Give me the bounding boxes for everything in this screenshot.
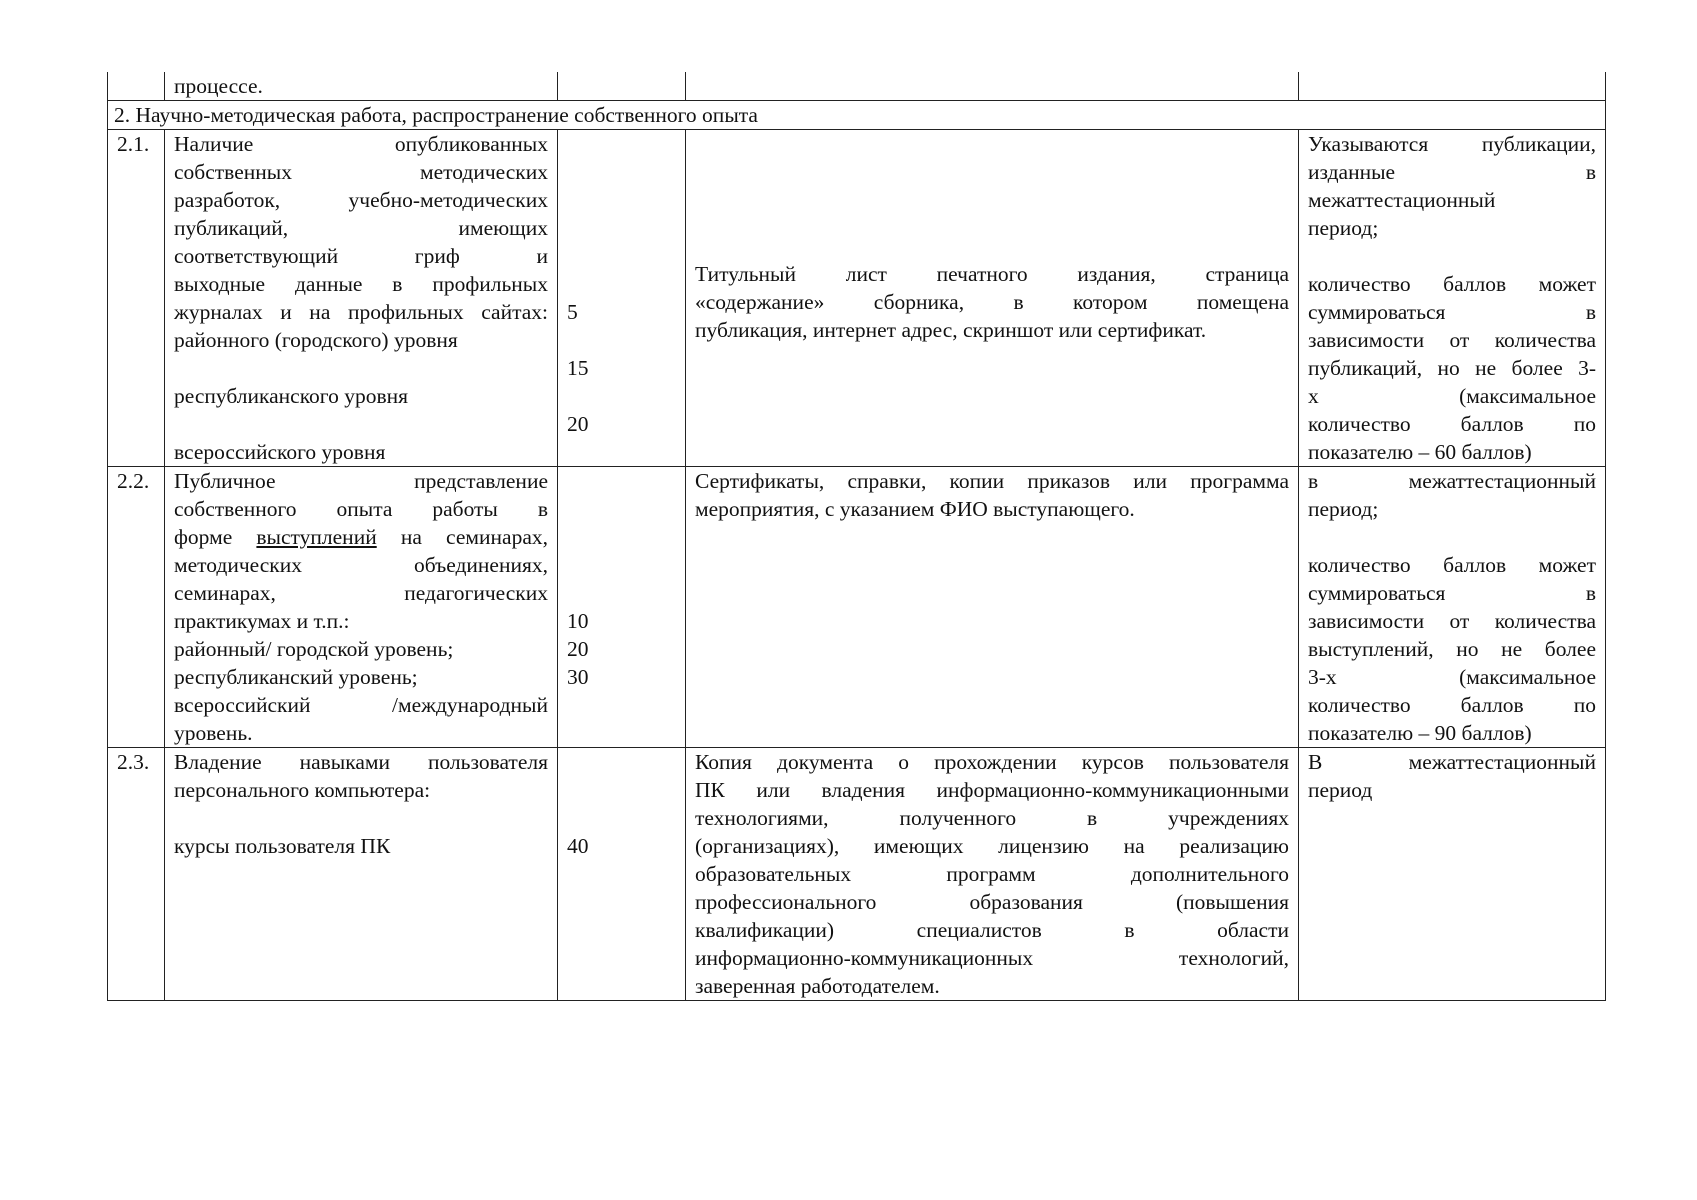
criterion-line: персонального компьютера: [174, 778, 431, 802]
criterion-line: журналах и на профильных сайтах: [174, 300, 548, 324]
evidence-line: мероприятия, с указанием ФИО выступающего. [695, 497, 1135, 521]
points-value: 20 [567, 412, 589, 436]
note-line: показателю – 90 баллов) [1308, 721, 1532, 745]
note-cell [1299, 748, 1606, 1001]
criterion-line: соответствующий гриф и [174, 244, 548, 268]
points-value: 20 [567, 637, 589, 661]
table-row-continuation [108, 72, 1606, 101]
spacer [174, 804, 548, 832]
spacer [1308, 523, 1596, 551]
spacer [1308, 242, 1596, 270]
criterion-level: районный/ городской уровень; [174, 637, 454, 661]
spacer [567, 130, 676, 298]
note-line: публикаций, но не более 3- [1308, 356, 1596, 380]
criterion-level: районного (городского) уровня [174, 328, 458, 352]
row-number: 2.1. [108, 130, 165, 467]
evidence-line: образовательных программ дополнительного [695, 862, 1289, 886]
points-cell [558, 467, 686, 748]
criterion-line: семинарах, педагогических [174, 581, 548, 605]
evidence-line: информационно-коммуникационных технологий, [695, 946, 1289, 970]
criterion-level: республиканского уровня [174, 384, 409, 408]
evidence-line: (организациях), имеющих лицензию на реализацию [695, 834, 1289, 858]
criterion-cell [165, 72, 558, 101]
criterion-line: практикумах и т.п.: [174, 609, 350, 633]
spacer [567, 748, 676, 832]
evidence-line: ПК или владения информационно-коммуникационными [695, 778, 1289, 802]
evidence-cell [686, 72, 1299, 101]
note-cell [1299, 467, 1606, 748]
table-row [108, 467, 1606, 748]
points-value: 10 [567, 609, 589, 633]
note-line: количество баллов может [1308, 272, 1596, 296]
underlined-word: выступлений [256, 525, 377, 549]
spacer [695, 130, 1289, 260]
points-cell [558, 130, 686, 467]
evidence-line: профессионального образования (повышения [695, 890, 1289, 914]
evidence-line: Копия документа о прохождении курсов пользователя [695, 750, 1289, 774]
section-header-row [108, 101, 1606, 130]
note-line: х (максимальное [1308, 384, 1596, 408]
criterion-line: Публичное представление [174, 469, 548, 493]
note-cell [1299, 72, 1606, 101]
note-line: зависимости от количества [1308, 328, 1596, 352]
points-value: 40 [567, 834, 589, 858]
section-title: 2. Научно-методическая работа, распространение собственного опыта [108, 101, 1606, 130]
criterion-level: всероссийский /международный [174, 693, 548, 717]
criterion-cell [165, 748, 558, 1001]
note-line: 3-х (максимальное [1308, 665, 1596, 689]
evidence-cell [686, 130, 1299, 467]
note-line: выступлений, но не более [1308, 637, 1596, 661]
evidence-line: заверенная работодателем. [695, 974, 940, 998]
evidence-cell [686, 467, 1299, 748]
note-line: период; [1308, 216, 1379, 240]
note-line: в межаттестационный [1308, 469, 1596, 493]
note-line: зависимости от количества [1308, 609, 1596, 633]
criterion-cell [165, 130, 558, 467]
points-value: 30 [567, 665, 589, 689]
points-value: 15 [567, 356, 589, 380]
criterion-line: публикаций, имеющих [174, 216, 548, 240]
note-line: суммироваться в [1308, 581, 1596, 605]
evidence-line: «содержание» сборника, в котором помещена [695, 290, 1289, 314]
evidence-line: технологиями, полученного в учреждениях [695, 806, 1289, 830]
table-row [108, 130, 1606, 467]
criterion-text: на семинарах, [376, 525, 548, 549]
evidence-cell [686, 748, 1299, 1001]
criterion-line: методических объединениях, [174, 553, 548, 577]
evidence-line: Сертификаты, справки, копии приказов или программа [695, 469, 1289, 493]
criterion-line: разработок, учебно-методических [174, 188, 548, 212]
spacer [174, 410, 548, 438]
row-number: 2.2. [108, 467, 165, 748]
criterion-cell [165, 467, 558, 748]
criterion-level: уровень. [174, 721, 253, 745]
points-value: 5 [567, 300, 578, 324]
note-line: количество баллов может [1308, 553, 1596, 577]
spacer [567, 467, 676, 607]
points-cell [558, 72, 686, 101]
note-line: показателю – 60 баллов) [1308, 440, 1532, 464]
num-cell [108, 72, 165, 101]
criterion-line: собственных методических [174, 160, 548, 184]
spacer [567, 326, 676, 354]
evidence-line: Титульный лист печатного издания, страница [695, 262, 1289, 286]
points-cell [558, 748, 686, 1001]
spacer [174, 354, 548, 382]
criterion-level: всероссийского уровня [174, 440, 386, 464]
criterion-line: собственного опыта работы в [174, 497, 548, 521]
note-line: период [1308, 778, 1373, 802]
criterion-line [174, 523, 548, 551]
note-line: изданные в [1308, 160, 1596, 184]
criterion-line: выходные данные в профильных [174, 272, 548, 296]
criterion-line: Владение навыками пользователя [174, 750, 548, 774]
criterion-level: курсы пользователя ПК [174, 834, 391, 858]
evidence-line: публикация, интернет адрес, скриншот или сертификат. [695, 318, 1207, 342]
note-line: количество баллов по [1308, 693, 1596, 717]
criterion-tail: процессе. [174, 74, 263, 98]
criterion-level: республиканский уровень; [174, 665, 418, 689]
criterion-line: Наличие опубликованных [174, 132, 548, 156]
note-line: период; [1308, 497, 1379, 521]
table-row [108, 748, 1606, 1001]
note-line: количество баллов по [1308, 412, 1596, 436]
note-line: межаттестационный [1308, 188, 1496, 212]
note-line: суммироваться в [1308, 300, 1596, 324]
note-cell [1299, 130, 1606, 467]
criterion-text: форме [174, 525, 257, 549]
criteria-table [107, 72, 1606, 1001]
spacer [567, 382, 676, 410]
evidence-line: квалификации) специалистов в области [695, 918, 1289, 942]
row-number: 2.3. [108, 748, 165, 1001]
note-line: В межаттестационный [1308, 750, 1596, 774]
note-line: Указываются публикации, [1308, 132, 1596, 156]
